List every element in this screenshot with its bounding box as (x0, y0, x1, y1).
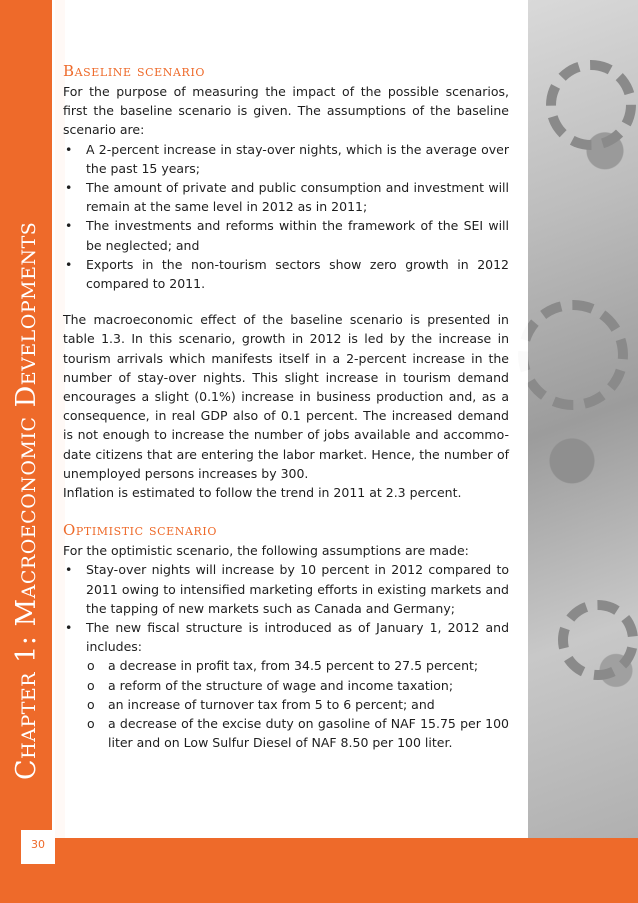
page-number: 30 (31, 838, 45, 851)
baseline-heading: Baseline scenario (63, 62, 206, 80)
list-item: • Stay-over nights will increase by 10 percent in 2012 compared to 2011 owing to intensified marketing efforts in existing markets and the tapping of new markets such as Canada and Germany; (63, 560, 509, 618)
list-item: • The new fiscal structure is introduced as of January 1, 2012 and includes: (63, 618, 509, 656)
gear-icon (518, 300, 628, 410)
baseline-intro: For the purpose of measuring the impact of the possible scenarios, first the baseline scenario is given. The assumptions of the baseline scenario are: (63, 84, 509, 138)
footer-band (0, 838, 638, 903)
list-item: • The amount of private and public consumption and investment will remain at the same level in 2012 as in 2011; (63, 178, 509, 216)
list-item: • The investments and reforms within the framework of the SEI will be neglected; and (63, 216, 509, 254)
sub-list-item: o a reform of the structure of wage and income taxation; (85, 676, 509, 695)
fiscal-structure-sublist (63, 656, 509, 752)
list-item: • Exports in the non-tourism sectors show zero growth in 2012 compared to 2011. (63, 255, 509, 293)
baseline-effect-paragraph: The macroeconomic effect of the baseline scenario is presented in table 1.3. In this scenario, growth in 2012 is led by the increase in tourism arrivals which manifests itself in a 2-percent increase in the number of stay-over nights. This slight increase in tourism demand encourages a slight (0.1%) increase in business production and, as a consequence, in real GDP also of 0.1 percent. The increased demand is not enough to increase the number of jobs available and accommo-date citizens that are entering the labor market. Hence, the number of unemployed persons increases by 300. (63, 312, 509, 481)
optimistic-assumptions-list (63, 560, 509, 656)
sub-list-item: o a decrease in profit tax, from 34.5 percent to 27.5 percent; (85, 656, 509, 675)
gear-icon (558, 600, 638, 680)
chapter-title: Chapter 1: Macroeconomic Developments (11, 221, 42, 780)
optimistic-heading: Optimistic scenario (63, 521, 217, 540)
baseline-assumptions-list (63, 140, 509, 294)
list-item: • A 2-percent increase in stay-over nights, which is the average over the past 15 years; (63, 140, 509, 178)
gear-background-image (528, 0, 638, 838)
gear-icon (546, 60, 636, 150)
inflation-paragraph: Inflation is estimated to follow the trend in 2011 at 2.3 percent. (63, 485, 462, 501)
sub-list-item: o a decrease of the excise duty on gasoline of NAF 15.75 per 100 liter and on Low Sulfur Diesel of NAF 8.50 per 100 liter. (85, 714, 509, 752)
optimistic-intro: For the optimistic scenario, the following assumptions are made: (63, 543, 469, 559)
sub-list-item: o an increase of turnover tax from 5 to 6 percent; and (85, 695, 509, 714)
page-body (63, 60, 509, 753)
